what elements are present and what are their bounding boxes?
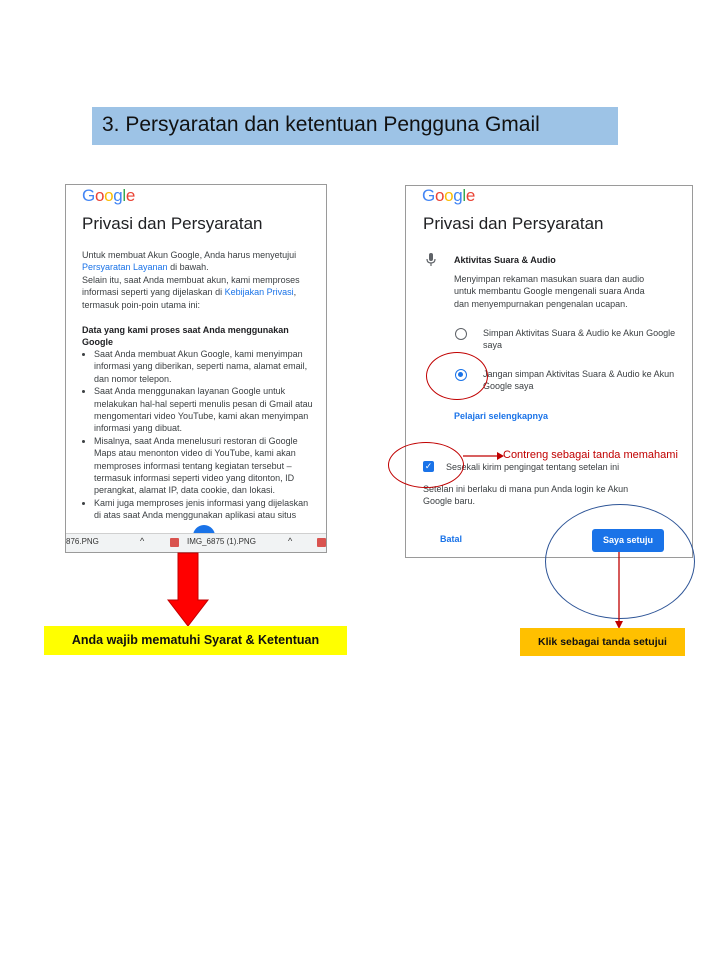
bullet-item: • Saat Anda membuat Akun Google, kami menyimpan informasi yang diberikan, seperti nama, alamat email, dan nomor telepon. (94, 348, 314, 385)
reminder-checkbox-label: Sesekali kirim pengingat tentang setelan ini (446, 462, 620, 472)
logo-letter: g (113, 186, 123, 205)
logo-letter: o (94, 186, 105, 205)
intro-text-2: Selain itu, saat Anda membuat akun, kami memproses informasi seperti yang dijelaskan di (82, 274, 300, 298)
right-arrow-icon (463, 450, 505, 462)
logo-letter: e (125, 186, 136, 205)
section-heading: 3. Persyaratan dan ketentuan Pengguna Gmail (102, 113, 540, 136)
section-heading-bar (92, 107, 618, 145)
download-file[interactable]: IMG_6875 (1).PNG (187, 537, 256, 546)
bullet-item: • Saat Anda menggunakan layanan Google untuk melakukan hal-hal seperti menulis pesan di Gmail atau mengomentari video YouTube, kami akan menyimpan informasi yang dibuat. (94, 385, 314, 435)
intro-text: Untuk membuat Akun Google, Anda harus menyetujui (82, 250, 297, 260)
down-arrow-icon (613, 552, 625, 630)
data-bullet-list (82, 348, 314, 522)
bullet-item: • Kami juga memproses jenis informasi yang dijelaskan di atas saat Anda menggunakan aplikasi atau situs (94, 497, 314, 522)
agree-button[interactable]: Saya setuju (592, 529, 664, 552)
cancel-button[interactable]: Batal (440, 534, 463, 544)
save-activity-label: Simpan Aktivitas Suara & Audio ke Akun Google saya (483, 328, 676, 351)
save-activity-radio[interactable] (455, 328, 467, 340)
intro-text-end: di bawah. (167, 262, 209, 273)
google-logo (422, 186, 475, 206)
selected-radio-highlight (426, 352, 488, 400)
chevron-up-icon[interactable]: ^ (140, 536, 145, 546)
page-title: Privasi dan Persyaratan (423, 214, 604, 233)
terms-screenshot (65, 184, 327, 553)
microphone-icon (426, 253, 436, 267)
logo-letter: e (465, 186, 476, 205)
logo-letter: g (453, 186, 463, 205)
dont-save-activity-label: Jangan simpan Aktivitas Suara & Audio ke Akun Google saya (483, 369, 675, 392)
data-section-heading: Data yang kami proses saat Anda menggunakan Google (82, 325, 289, 348)
checkbox-note: Contreng sebagai tanda memahami (503, 449, 678, 461)
download-file[interactable]: 876.PNG (66, 537, 99, 546)
voice-description: Menyimpan rekaman masukan suara dan audio untuk membantu Google mengenali suara Anda dan menyempurnakan pengenalan ucapan. (454, 274, 645, 309)
logo-letter: l (462, 186, 466, 205)
click-agree-callout: Klik sebagai tanda setujui (520, 628, 685, 656)
learn-more-link[interactable]: Pelajari selengkapnya (454, 411, 549, 421)
down-arrow-icon (166, 552, 210, 628)
google-logo (82, 186, 135, 206)
logo-letter: o (434, 186, 445, 205)
logo-letter: l (122, 186, 126, 205)
logo-letter: G (422, 186, 435, 205)
terms-of-service-link[interactable]: Persyaratan Layanan (82, 262, 168, 273)
privacy-policy-link[interactable]: Kebijakan Privasi (224, 287, 294, 298)
file-icon (170, 538, 179, 547)
reminder-checkbox[interactable]: ✓ (424, 461, 433, 471)
checkbox-highlight (388, 442, 464, 488)
voice-section-title: Aktivitas Suara & Audio (454, 255, 556, 265)
bullet-item: • Misalnya, saat Anda menelusuri restoran di Google Maps atau menonton video di YouTube, kami akan memproses informasi tentang kegiatan tersebut – termasuk informasi seperti video yang ditonton, ID perangkat, alamat IP, data cookie, dan lokasi. (94, 435, 314, 497)
page-title: Privasi dan Persyaratan (82, 214, 263, 233)
must-comply-callout: Anda wajib mematuhi Syarat & Ketentuan (44, 626, 347, 655)
terms-intro (82, 249, 316, 311)
download-bar (66, 533, 327, 552)
settings-footer-text: Setelan ini berlaku di mana pun Anda login ke Akun Google baru. (423, 484, 629, 507)
logo-letter: G (82, 186, 95, 205)
logo-letter: o (104, 186, 114, 205)
file-icon (317, 538, 326, 547)
logo-letter: o (444, 186, 454, 205)
intro-text-2-end: , termasuk poin-poin utama ini: (82, 287, 297, 310)
chevron-up-icon[interactable]: ^ (288, 536, 293, 546)
